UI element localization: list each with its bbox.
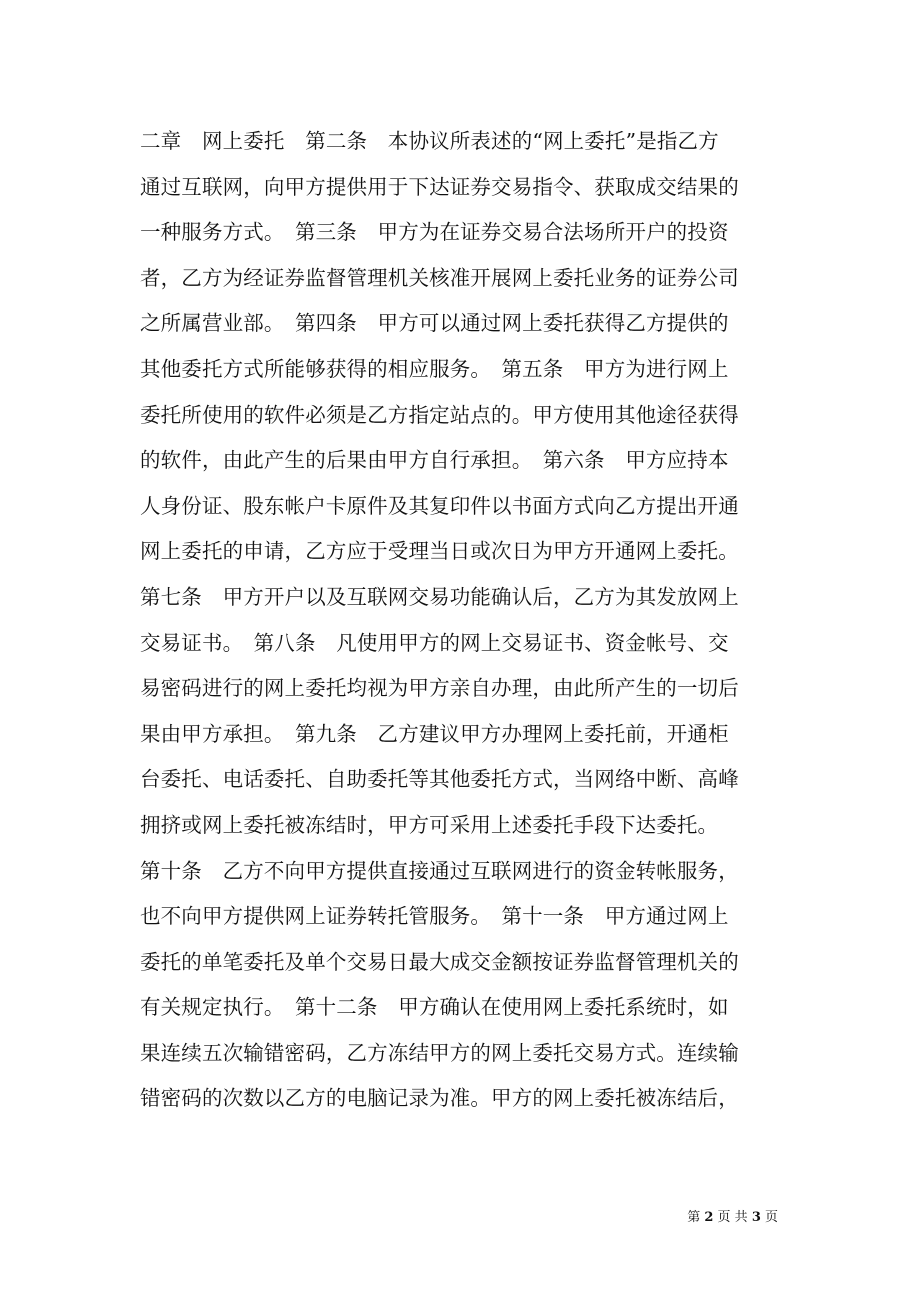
text-line: 台委托、电话委托、自助委托等其他委托方式，当网络中断、高峰 (140, 767, 739, 792)
text-line: 其他委托方式所能够获得的相应服务。 第五条 甲方为进行网上 (140, 356, 729, 381)
text-line: 拥挤或网上委托被冻结时，甲方可采用上述委托手段下达委托。 (140, 812, 719, 837)
text-line: 委托的单笔委托及单个交易日最大成交金额按证券监督管理机关的 (140, 949, 739, 974)
footer-suffix: 页 (760, 1210, 778, 1225)
page-number-footer (687, 1206, 778, 1225)
text-line: 网上委托的申请，乙方应于受理当日或次日为甲方开通网上委托。 (140, 539, 739, 564)
text-line: 也不向甲方提供网上证券转托管服务。 第十一条 甲方通过网上 (140, 904, 729, 929)
text-line: 的软件，由此产生的后果由甲方自行承担。 第六条 甲方应持本 (140, 448, 729, 473)
total-pages-number: 3 (751, 1210, 761, 1225)
text-line: 果由甲方承担。 第九条 乙方建议甲方办理网上委托前，开通柜 (140, 721, 729, 746)
footer-middle: 页 共 (713, 1210, 752, 1225)
text-line: 之所属营业部。 第四条 甲方可以通过网上委托获得乙方提供的 (140, 311, 729, 336)
text-line: 一种服务方式。 第三条 甲方为在证券交易合法场所开户的投资 (140, 220, 729, 245)
current-page-number: 2 (704, 1210, 714, 1225)
text-line: 二章 网上委托 第二条 本协议所表述的“网上委托”是指乙方 (140, 129, 719, 153)
text-line: 第十条 乙方不向甲方提供直接通过互联网进行的资金转帐服务， (140, 858, 739, 883)
text-line: 通过互联网，向甲方提供用于下达证券交易指令、获取成交结果的 (140, 174, 739, 199)
text-line: 果连续五次输错密码，乙方冻结甲方的网上委托交易方式。连续输 (140, 1040, 739, 1065)
text-line: 有关规定执行。 第十二条 甲方确认在使用网上委托系统时，如 (140, 995, 729, 1020)
body-text (140, 119, 780, 1122)
text-line: 委托所使用的软件必须是乙方指定站点的。甲方使用其他途径获得 (140, 402, 739, 427)
text-line: 第七条 甲方开户以及互联网交易功能确认后，乙方为其发放网上 (140, 584, 739, 609)
text-line: 易密码进行的网上委托均视为甲方亲自办理，由此所产生的一切后 (140, 676, 739, 701)
text-line: 者，乙方为经证券监督管理机关核准开展网上委托业务的证券公司 (140, 265, 739, 290)
text-line: 人身份证、股东帐户卡原件及其复印件以书面方式向乙方提出开通 (140, 493, 739, 518)
text-line: 交易证书。 第八条 凡使用甲方的网上交易证书、资金帐号、交 (140, 630, 729, 655)
text-line: 错密码的次数以乙方的电脑记录为准。甲方的网上委托被冻结后， (140, 1086, 739, 1111)
footer-prefix: 第 (687, 1210, 705, 1225)
